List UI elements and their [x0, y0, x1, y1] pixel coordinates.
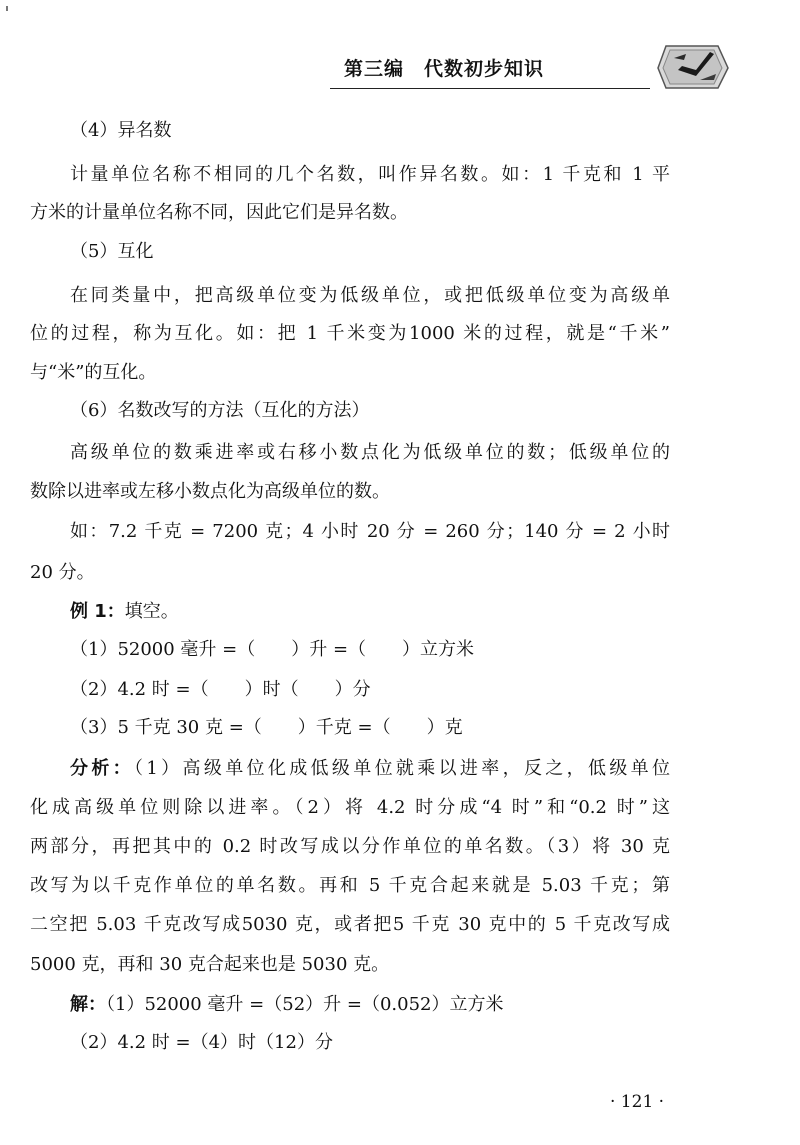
analysis-line-5: 二空把 5.03 千克改写成5030 克，或者把5 千克 30 克中的 5 千克改写成 — [30, 914, 670, 935]
header-title: 第三编 代数初步知识 — [344, 58, 545, 80]
definition-heteronym-line-2: 方米的计量单位名称不同，因此它们是异名数。 — [30, 202, 408, 223]
analysis-text-1: （1）高级单位化成低级单位就乘以进率，反之，低级单位 — [134, 758, 671, 779]
heading-item-6: （6）名数改写的方法（互化的方法） — [70, 400, 370, 421]
analysis-line-2: 化成高级单位则除以进率。（2）将 4.2 时分成“4 时”和“0.2 时”这 — [30, 797, 670, 818]
definition-conversion-line-3: 与“米”的互化。 — [30, 362, 157, 383]
solution-label: 解： — [70, 994, 106, 1015]
solution-answer-1: （1）52000 毫升 =（52）升 =（0.052）立方米 — [106, 994, 504, 1015]
analysis-line-3: 两部分，再把其中的 0.2 时改写成以分作单位的单名数。（3）将 30 克 — [30, 836, 670, 857]
question-3: （3）5 千克 30 克 =（ ）千克 =（ ）克 — [70, 717, 463, 738]
heading-item-5: （5）互化 — [70, 241, 154, 262]
heading-item-4: （4）异名数 — [70, 120, 172, 141]
analysis-label: 分析： — [70, 758, 135, 779]
example-conversions-line-1: 如：7.2 千克 = 7200 克；4 小时 20 分 = 260 分；140 分 = 2 小时 — [70, 521, 670, 542]
definition-conversion-line-2: 位的过程，称为互化。如：把 1 千米变为1000 米的过程，就是“千米” — [30, 323, 670, 344]
question-2: （2）4.2 时 =（ ）时（ ）分 — [70, 679, 371, 700]
chapter-emblem-icon — [656, 40, 730, 92]
analysis-line-4: 改写为以千克作单位的单名数。再和 5 千克合起来就是 5.03 千克；第 — [30, 875, 670, 896]
page-header — [330, 40, 730, 95]
method-line-2: 数除以进率或左移小数点化为高级单位的数。 — [30, 481, 390, 502]
example-1-heading — [70, 600, 179, 624]
definition-heteronym-line-1: 计量单位名称不相同的几个名数，叫作异名数。如：1 千克和 1 平 — [70, 164, 670, 185]
example-1-task: 填空。 — [124, 601, 179, 622]
example-1-label: 例 1： — [70, 601, 125, 622]
header-rule — [330, 88, 650, 89]
analysis-line-1 — [70, 757, 670, 781]
solution-line-2: （2）4.2 时 =（4）时（12）分 — [70, 1032, 333, 1053]
question-1: （1）52000 毫升 =（ ）升 =（ ）立方米 — [70, 639, 475, 660]
solution-line-1 — [70, 993, 503, 1017]
example-conversions-line-2: 20 分。 — [30, 562, 95, 583]
scan-mark — [6, 6, 8, 11]
analysis-line-6: 5000 克，再和 30 克合起来也是 5030 克。 — [30, 954, 390, 975]
definition-conversion-line-1: 在同类量中，把高级单位变为低级单位，或把低级单位变为高级单 — [70, 285, 670, 306]
method-line-1: 高级单位的数乘进率或右移小数点化为低级单位的数；低级单位的 — [70, 442, 670, 463]
page-number: · 121 · — [610, 1092, 665, 1112]
